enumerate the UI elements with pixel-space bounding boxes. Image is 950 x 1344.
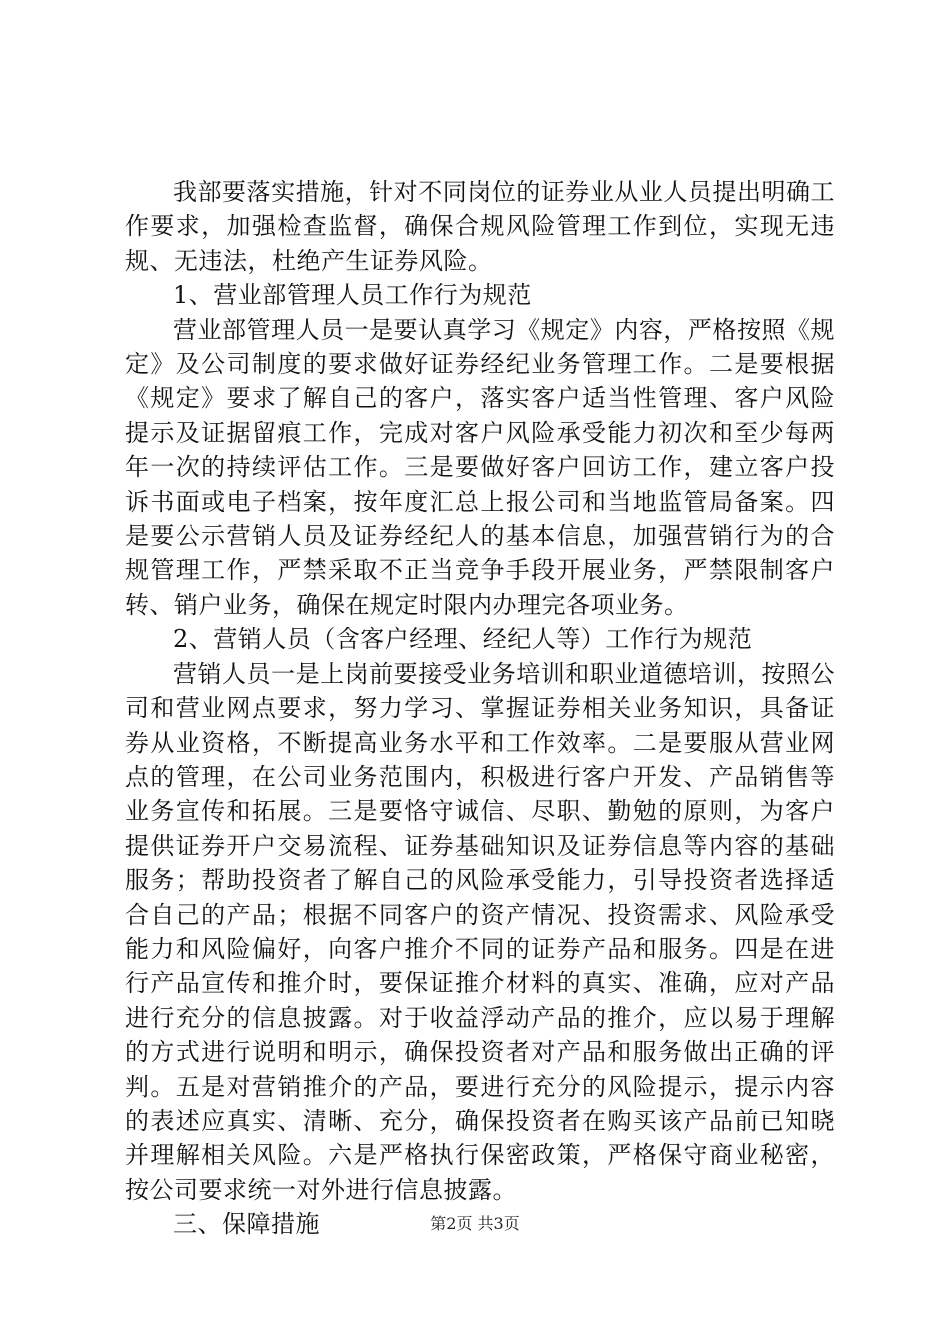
paragraph-intro: 我部要落实措施，针对不同岗位的证券业从业人员提出明确工作要求，加强检查监督，确保合规风险管理工作到位，实现无违规、无违法，杜绝产生证券风险。 xyxy=(125,178,835,275)
document-body xyxy=(125,175,835,1242)
section-heading-safeguards: 三、保障措施 xyxy=(173,1210,320,1239)
section-heading-managers: 1、营业部管理人员工作行为规范 xyxy=(173,281,532,310)
page-footer: 第2页 共3页 xyxy=(430,1214,520,1233)
section-heading-sales: 2、营销人员（含客户经理、经纪人等）工作行为规范 xyxy=(173,625,753,654)
paragraph-managers: 营业部管理人员一是要认真学习《规定》内容，严格按照《规定》及公司制度的要求做好证券经纪业务管理工作。二是要根据《规定》要求了解自己的客户，落实客户适当性管理、客户风险提示及证据留痕工作，完成对客户风险承受能力初次和至少每两年一次的持续评估工作。三是要做好客户回访工作，建立客户投诉书面或电子档案，按年度汇总上报公司和当地监管局备案。四是要公示营销人员及证券经纪人的基本信息，加强营销行为的合规管理工作，严禁采取不正当竞争手段开展业务，严禁限制客户转、销户业务，确保在规定时限内办理完各项业务。 xyxy=(125,315,835,619)
paragraph-sales: 营销人员一是上岗前要接受业务培训和职业道德培训，按照公司和营业网点要求，努力学习、掌握证券相关业务知识，具备证券从业资格，不断提高业务水平和工作效率。二是要服从营业网点的管理，在公司业务范围内，积极进行客户开发、产品销售等业务宣传和拓展。三是要恪守诚信、尽职、勤勉的原则，为客户提供证券开户交易流程、证券基础知识及证券信息等内容的基础服务；帮助投资者了解自己的风险承受能力，引导投资者选择适合自己的产品；根据不同客户的资产情况、投资需求、风险承受能力和风险偏好，向客户推介不同的证券产品和服务。四是在进行产品宣传和推介时，要保证推介材料的真实、准确，应对产品进行充分的信息披露。对于收益浮动产品的推介，应以易于理解的方式进行说明和明示，确保投资者对产品和服务做出正确的评判。五是对营销推介的产品，要进行充分的风险提示，提示内容的表述应真实、清晰、充分，确保投资者在购买该产品前已知晓并理解相关风险。六是严格执行保密政策，严格保守商业秘密，按公司要求统一对外进行信息披露。 xyxy=(125,659,835,1204)
